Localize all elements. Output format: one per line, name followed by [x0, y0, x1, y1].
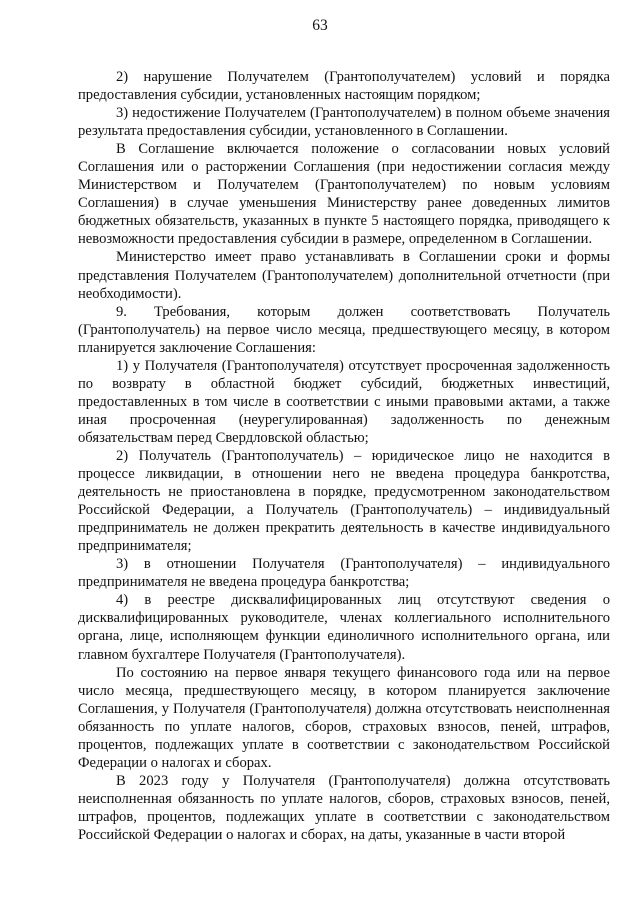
paragraph: 4) в реестре дисквалифицированных лиц отсутствуют сведения о дисквалифицированных руководителе, членах коллегиального исполнительного органа, лице, исполняющем функции единоличного исполнительного органа, или главном бухгалтере Получателя (Грантополучателя). — [78, 592, 610, 663]
paragraph: 3) недостижение Получателем (Грантополучателем) в полном объеме значения результата предоставления субсидии, установленного в Соглашении. — [78, 105, 610, 140]
paragraph: По состоянию на первое января текущего финансового года или на первое число месяца, предшествующего месяцу, в котором планируется заключение Соглашения, у Получателя (Грантополучателя) должна отсутствовать неисполненная обязанность по уплате налогов, сборов, страховых взносов, пеней, штрафов, процентов, подлежащих уплате в соответствии с законодательством Российской Федерации о налогах и сборах. — [78, 664, 610, 771]
paragraph: В Соглашение включается положение о согласовании новых условий Соглашения или о расторжении Соглашения (при недостижении согласия между Министерством и Получателем (Грантополучателем) по новым условиям Соглашения) в случае уменьшения Министерству ранее доведенных лимитов бюджетных обязательств, указанных в пункте 5 настоящего порядка, приводящего к невозможности предоставления субсидии в размере, определенном в Соглашении. — [78, 141, 610, 248]
page-number: 63 — [312, 17, 328, 34]
paragraph: 9. Требования, которым должен соответствовать Получатель (Грантополучатель) на первое число месяца, предшествующего месяцу, в котором планируется заключение Соглашения: — [78, 303, 610, 356]
paragraph: В 2023 году у Получателя (Грантополучателя) должна отсутствовать неисполненная обязанность по уплате налогов, сборов, страховых взносов, пеней, штрафов, процентов, подлежащих уплате в соответствии с законодательством Российской Федерации о налогах и сборах, на даты, указанные в части второй — [78, 772, 610, 843]
paragraph: 2) нарушение Получателем (Грантополучателем) условий и порядка предоставления субсидии, установленных настоящим порядком; — [78, 69, 610, 104]
paragraph: 1) у Получателя (Грантополучателя) отсутствует просроченная задолженность по возврату в областной бюджет субсидий, бюджетных инвестиций, предоставленных в том числе в соответствии с иными правовыми актами, а также иная просроченная (неурегулированная) задолженность по денежным обязательствам перед Свердловской областью; — [78, 357, 610, 446]
document-body — [78, 68, 610, 844]
paragraph: 2) Получатель (Грантополучатель) – юридическое лицо не находится в процессе ликвидации, в отношении него не введена процедура банкротства, деятельность не приостановлена в порядке, предусмотренном законодательством Российской Федерации, а Получатель (Грантополучатель) – индивидуальный предприниматель не должен прекратить деятельность в качестве индивидуального предпринимателя; — [78, 447, 610, 555]
paragraph: Министерство имеет право устанавливать в Соглашении сроки и формы представления Получателем (Грантополучателем) дополнительной отчетности (при необходимости). — [78, 249, 610, 302]
paragraph: 3) в отношении Получателя (Грантополучателя) – индивидуального предпринимателя не введена процедура банкротства; — [78, 556, 610, 591]
